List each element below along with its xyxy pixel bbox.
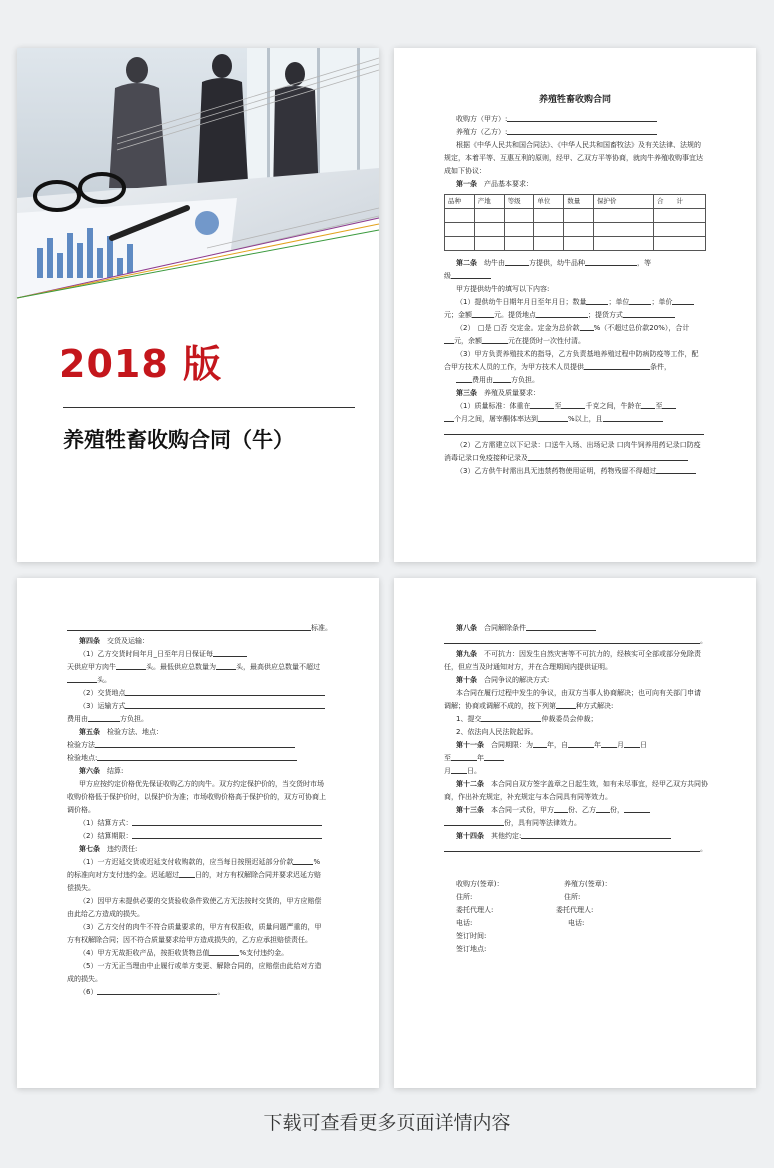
article-2-p1: （1）提供幼牛日期年月日至年月日；数量 ；单位 ；单价 — [444, 296, 706, 309]
table-header: 等级 — [504, 195, 534, 209]
table-header: 品种 — [445, 195, 475, 209]
address-row: 住所: 住所: — [456, 893, 581, 901]
article-6-p0-cont: 调价格。 — [67, 806, 95, 814]
sign-time-row: 签订时间: — [456, 932, 487, 940]
article-10: 第十条 合同争议的解决方式: — [456, 676, 550, 684]
cover-page — [17, 48, 379, 562]
article-12-cont: 商，作出补充规定，补充规定与本合同具有同等效力。 — [444, 793, 612, 801]
article-6-p0: 甲方应按约定价格优先保证收购乙方的肉牛。双方约定保护价的，当交货时市场 — [79, 780, 324, 788]
article-2-p3: （3）甲方负责养殖技术的指导，乙方负责基地养殖过程中防病防疫等工作，配 — [456, 350, 699, 358]
article-7-p1-cont: 的标准向对方支付违约金。迟延超过 日的，对方有权解除合同并要求迟延方赔 — [67, 871, 321, 879]
article-13: 第十三条 本合同一式份，甲方 份、乙方 份， — [444, 804, 706, 817]
intro-text: 根据《中华人民共和国合同法》、《中华人民共和国畜牧法》及有关法律、法规的 — [456, 141, 701, 149]
intro-text: 规定，本着平等、互惠互利的原则，经甲、乙双方平等协商，就肉牛养殖收购事宜达 — [444, 154, 703, 162]
article-10-b: 调解；协商或调解不成的，按下列第 种方式解决: — [444, 702, 614, 710]
article-11-cont: 至 年 — [444, 752, 706, 765]
cover-year: 2018 版 — [59, 342, 222, 386]
article-11: 第十一条 合同期限：为 年，自 年 月 日 — [456, 741, 647, 749]
article-7: 第七条 违约责任: — [79, 845, 138, 853]
table-row — [445, 223, 706, 237]
article-7-p5: （5）一方无正当理由中止履行或单方变更、解除合同的，应赔偿由此给对方造 — [79, 962, 322, 970]
article-9: 第九条 不可抗力：因发生自然灾害等不可抗力的，经核实可全部或部分免除责 — [456, 650, 701, 658]
phone-row: 电话: 电话: — [456, 919, 585, 927]
article-7-p3: （3）乙方交付的肉牛不符合质量要求的，甲方有权拒收，质量问题严重的，甲 — [79, 923, 322, 931]
table-row — [445, 195, 706, 209]
article-2-cont: 级 — [444, 270, 706, 283]
article-14: 第十四条 其他约定: — [444, 830, 706, 843]
contract-page-1 — [394, 48, 756, 562]
article-2-p1-cont: 元；金额 元。提货地点 ；提货方式 — [444, 309, 706, 322]
blank-line: 。 — [444, 635, 706, 648]
article-2: 第二条 幼牛由 方提供，幼牛品种 ，等 — [456, 259, 651, 267]
signature-row: 收购方(签章)： 养殖方(签章)： — [456, 880, 612, 888]
table-header: 数量 — [564, 195, 594, 209]
intro-text: 成如下协议： — [444, 167, 486, 175]
product-spec-table — [444, 194, 706, 251]
party-b-line: 养殖方（乙方）: — [444, 126, 706, 139]
sign-place-row: 签订地点: — [456, 945, 487, 953]
article-2-p0: 甲方提供幼牛的填写以下内容: — [456, 285, 550, 293]
article-7-p2-cont: 由此给乙方造成的损失。 — [67, 910, 144, 918]
table-row — [445, 237, 706, 251]
article-7-p1-cont: 偿损失。 — [67, 884, 95, 892]
article-7-p3-cont: 方有权解除合同；因不符合质量要求给甲方造成损失的，乙方应承担赔偿责任。 — [67, 936, 312, 944]
party-a-line: 收购方（甲方）: — [444, 113, 706, 126]
article-10-option-1: 1、提交 仲裁委员会仲裁； — [456, 715, 598, 723]
article-5-p2: 检验地点: — [67, 752, 329, 765]
agent-row: 委托代理人: 委托代理人: — [456, 906, 594, 914]
article-2-p2-cont: 元，余额 元在提货时一次性付清。 — [444, 335, 706, 348]
table-header: 合 计 — [654, 195, 706, 209]
article-6-p1: （1）结算方式： — [67, 817, 329, 830]
article-3-p2-cont: 消毒记录口免疫接种记录及 — [444, 452, 706, 465]
article-3-p2: （2）乙方需建立以下记录：口送牛入场、出场记录 口肉牛饲养用药记录口防疫 — [456, 441, 701, 449]
article-4-p1: （1）乙方交货时间年月_日至年月日保证每 — [67, 648, 329, 661]
article-3-p3: （3）乙方供牛时需出具无违禁药物使用证明，药物残留不得超过 — [444, 465, 706, 478]
article-6-p0-cont: 收购价格低于保护价时，以保护价为准；市场收购价格高于保护价的，双方可协商上 — [67, 793, 326, 801]
article-5-p1: 检验方法 — [67, 739, 329, 752]
article-12: 第十二条 本合同自双方签字盖章之日起生效，如有未尽事宜，经甲乙双方共同协 — [456, 780, 708, 788]
article-10-a: 本合同在履行过程中发生的争议，由双方当事人协商解决；也可向有关部门申请 — [456, 689, 701, 697]
article-10-option-2: 2、依法向人民法院起诉。 — [456, 728, 538, 736]
article-4-p2: （2）交货地点 — [67, 687, 329, 700]
cover-photo — [17, 48, 379, 298]
article-2-p3-cont: 合甲方技术人员的工作，为甲方技术人员提供 条件， — [444, 363, 671, 371]
article-2-p3-cont: 费用由 方负担。 — [444, 374, 706, 387]
contract-heading: 养殖牲畜收购合同 — [538, 95, 611, 105]
article-4-p1-cont: 天供应甲方肉牛 头。最低供应总数量为 头，最高供应总数量不超过 — [67, 663, 320, 671]
standard-line: 标准。 — [67, 622, 329, 635]
article-5: 第五条 检验方法、地点： — [79, 728, 163, 736]
article-7-p4: （4）甲方无故拒收产品，按拒收货物总值 %支付违约金。 — [79, 949, 289, 957]
table-header: 产地 — [474, 195, 504, 209]
article-11-cont: 月 日。 — [444, 767, 481, 775]
article-1: 第一条 产品基本要求： — [456, 180, 533, 188]
blank-line — [444, 426, 706, 439]
article-7-p6: （6） 。 — [79, 988, 225, 996]
article-7-p2: （2）因甲方未提供必要的交货验收条件致使乙方无法按时交货的，甲方应赔偿 — [79, 897, 322, 905]
article-4-p3-cont: 费用由 方负担。 — [67, 715, 148, 723]
article-8: 第八条 合同解除条件 — [444, 622, 706, 635]
article-3-p1: （1）质量标准：体重在 至 千克之间，牛龄在 至 — [444, 400, 706, 413]
contract-page-3 — [394, 578, 756, 1088]
table-header: 保护价 — [594, 195, 654, 209]
article-7-p1: （1）一方迟延交货或迟延支付收购款的，应当每日按照迟延部分价款 % — [79, 858, 321, 866]
article-6-p2: （2）结算期限： — [67, 830, 329, 843]
article-2-p2: （2） □是 □否 交定金。定金为总价款 %（不超过总价款20%），合计 — [456, 324, 690, 332]
article-4: 第四条 交货及运输： — [79, 637, 149, 645]
table-row — [445, 209, 706, 223]
blank-line: 。 — [444, 843, 706, 856]
article-6: 第六条 结算: — [79, 767, 124, 775]
contract-page-2 — [17, 578, 379, 1088]
article-4-p1-cont: 头。 — [67, 674, 329, 687]
table-header: 单位 — [534, 195, 564, 209]
article-13-cont: 份，具有同等法律效力。 — [444, 817, 706, 830]
article-3-p1-cont: 个月之间，屠宰酮体率达到 %以上，且 — [444, 413, 706, 426]
article-9-cont: 任，但应当及时通知对方，并在合理期间内提供证明。 — [444, 663, 612, 671]
cover-divider — [63, 407, 355, 408]
article-7-p5-cont: 成的损失。 — [67, 975, 102, 983]
article-4-p3: （3）运输方式 — [67, 700, 329, 713]
cover-title: 养殖牲畜收购合同（牛） — [63, 428, 294, 452]
article-3: 第三条 养殖及质量要求： — [456, 389, 540, 397]
download-note: 下载可查看更多页面详情内容 — [263, 1112, 511, 1134]
